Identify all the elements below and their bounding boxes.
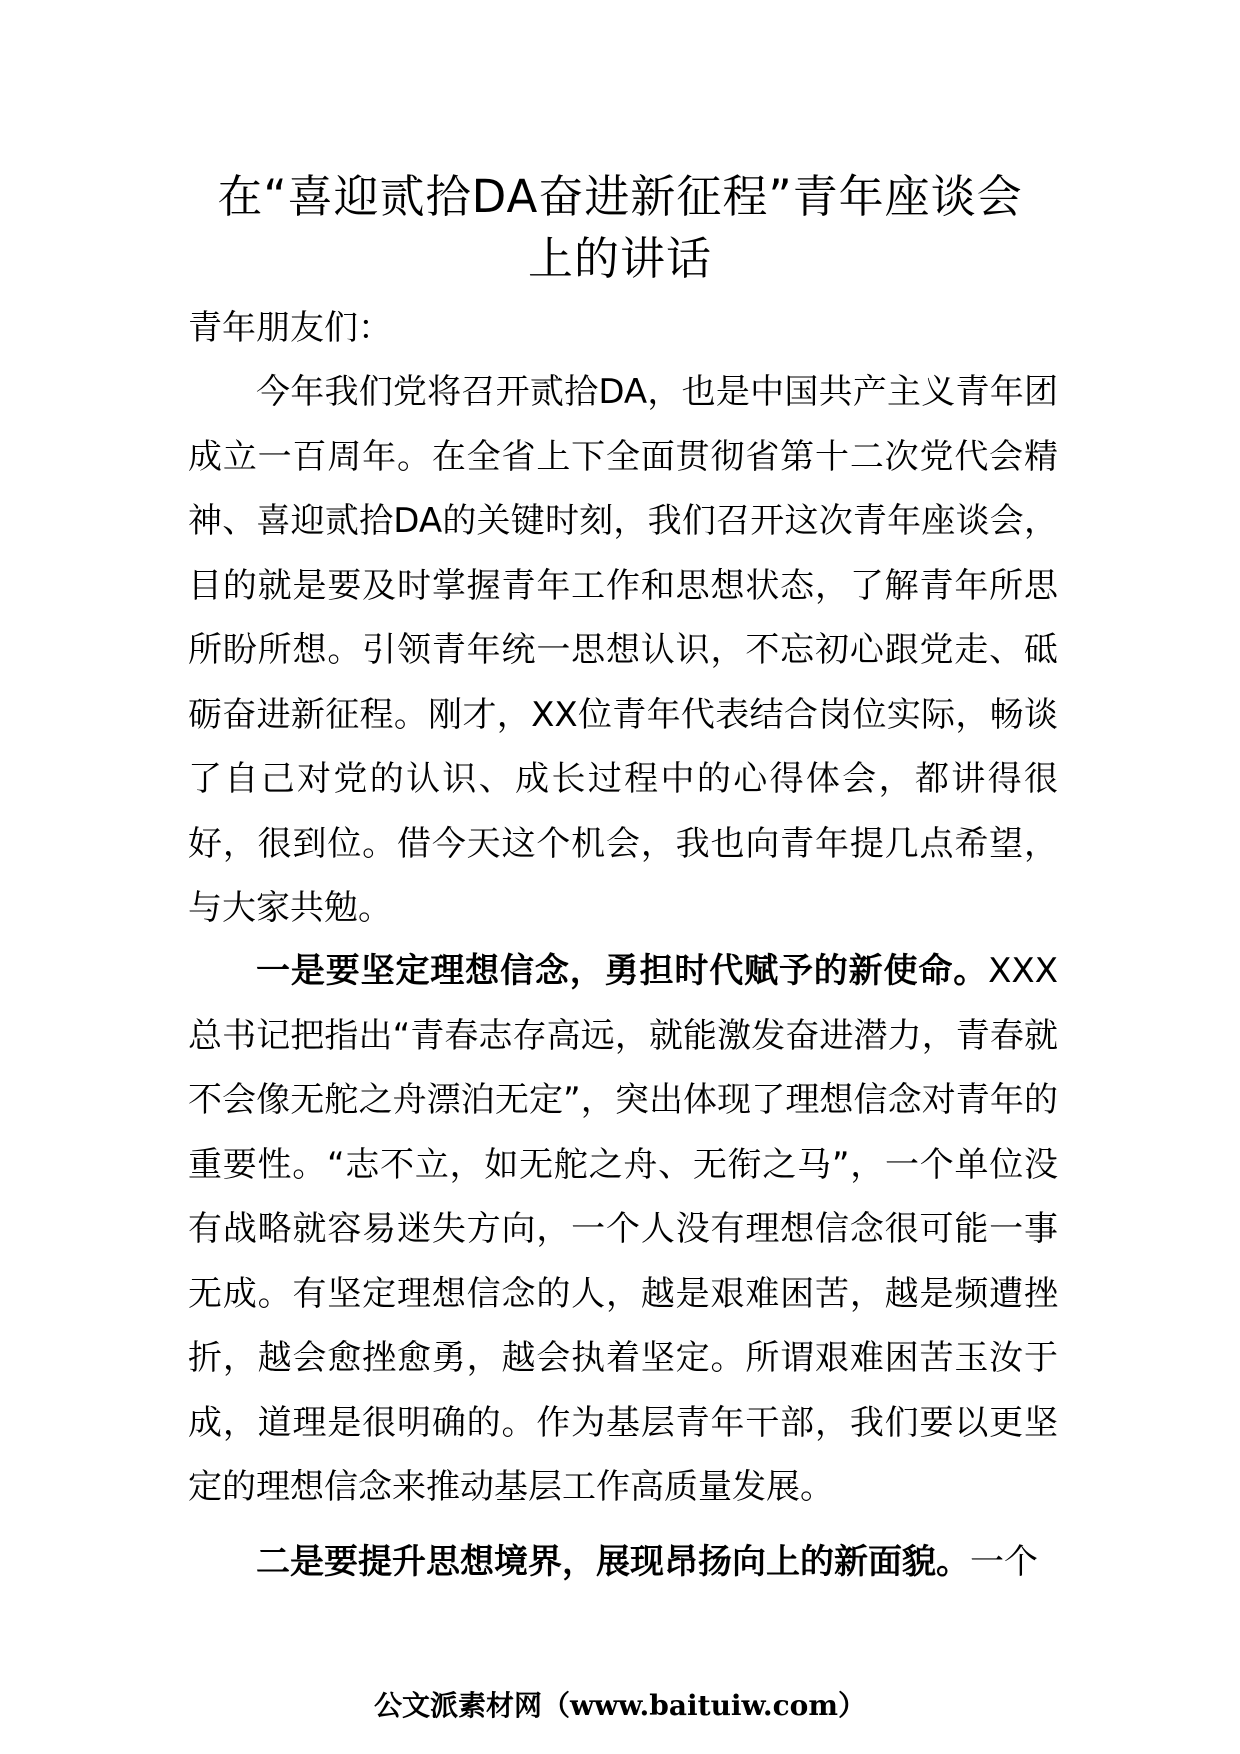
title-line-1: 在“喜迎贰拾DA奋进新征程”青年座谈会	[217, 170, 1023, 223]
document-title	[160, 166, 1080, 290]
paragraph-body: 今年我们党将召开贰拾DA，也是中国共产主义青年团成立一百周年。在全省上下全面贯彻省第十二次党代会精神、喜迎贰拾DA的关键时刻，我们召开这次青年座谈会，目的就是要及时掌握青年工作和思想状态，了解青年所思所盼所想。引领青年统一思想认识，不忘初心跟党走、砥砺奋进新征程。刚才，XX位青年代表结合岗位实际，畅谈了自己对党的认识、成长过程中的心得体会，都讲得很好，很到位。借今天这个机会，我也向青年提几点希望，与大家共勉。	[188, 372, 1058, 928]
salutation: 青年朋友们：	[188, 308, 392, 348]
paragraph-body: 一个	[970, 1542, 1038, 1582]
paragraph-intro	[188, 360, 1058, 941]
paragraph-body: XXX总书记把指出“青春志存高远，就能激发奋进潜力，青春就不会像无舵之舟漂泊无定”，突出体现了理想信念对青年的重要性。“志不立，如无舵之舟、无衔之马”，一个单位没有战略就容易迷失方向，一个人没有理想信念很可能一事无成。有坚定理想信念的人，越是艰难困苦，越是频遭挫折，越会愈挫愈勇，越会执着坚定。所谓艰难困苦玉汝于成，道理是很明确的。作为基层青年干部，我们要以更坚定的理想信念来推动基层工作高质量发展。	[188, 951, 1058, 1507]
title-line-2: 上的讲话	[527, 232, 712, 285]
paragraph-lead: 一是要坚定理想信念，勇担时代赋予的新使命。	[256, 951, 989, 991]
footer-watermark: 公文派素材网（www.baituiw.com）	[374, 1689, 866, 1722]
paragraph-lead: 二是要提升思想境界，展现昂扬向上的新面貌。	[256, 1542, 970, 1582]
paragraph-point-one	[188, 939, 1058, 1520]
paragraph-point-two	[188, 1530, 1058, 1595]
